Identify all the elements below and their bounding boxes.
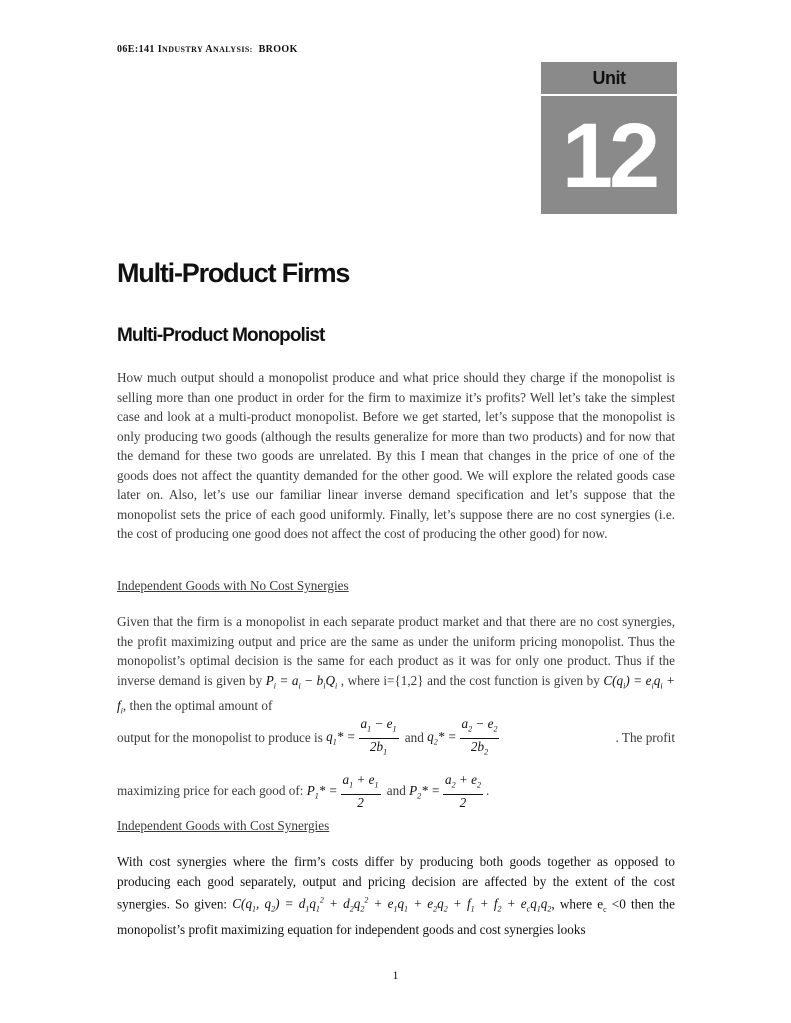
- q2-equation: $q_2*$ =: [427, 729, 457, 747]
- page-number: 1: [392, 968, 399, 982]
- author-name: BROOK: [258, 44, 298, 55]
- q1-fraction: $\frac{a_1 - e_1}{2b_1}$: [360, 716, 397, 757]
- section1-paragraph: Given that the firm is a monopolist in each separate product market and that there are no cost synergies, the profit maximizing output and price are the same as under the uniform pricing monopolist. Thus the monopolist’s optimal decision is the same for each product as it was for only one product. Thus if the inverse demand is given by $P_i = a_i - b_iQ_i$ , where i={1,2} and the cost function is given by $C(q_i) = e_iq_i + f_i$, then the optimal amount of: [117, 614, 676, 716]
- unit-badge: [541, 62, 677, 214]
- section1-heading: Independent Goods with No Cost Synergies: [117, 578, 349, 593]
- p2-equation: $P_2*$ =: [409, 782, 440, 801]
- inverse-demand-equation: $P_i = a_i - b_iQ_i$: [265, 672, 338, 691]
- p1-fraction: $\frac{a_1 + e_1}{2}$: [342, 772, 379, 810]
- section2-heading: Independent Goods with Cost Synergies: [117, 818, 330, 833]
- section2-paragraph: With cost synergies where the firm’s costs differ by producing both goods together as opposed to producing each good separately, output and pricing decision are affected by the extent of the cost synergies. So given: $C(q_1$, $q_2) = d_1q_1^2 + d_2q_2^2 + e_1q_1 + e_2q_2 + f_1 + f_2 + e_cq_1q_2$, where $e_c <0$ then the monopolist’s profit maximizing equation for independent goods and cost synergies looks: [117, 854, 675, 937]
- optimal-price-line: maximizing price for each good of: $P_1*$ = $\frac{a_1 + e_1}{2}$ and $P_2*$ = $\frac{a_2 + e_2}{2}$ .: [117, 772, 490, 810]
- section-title: Multi-Product Monopolist: [117, 325, 325, 346]
- cost-function-equation: $C(q_i) = e_iq_i + f_i$: [117, 672, 676, 716]
- intro-paragraph: How much output should a monopolist produce and what price should they charge if the monopolist is selling more than one product in order for the firm to maximize it’s profits? Well let’s take the simplest case and look at a multi-product monopolist. Before we get started, let’s suppose that the monopolist is only producing two goods (although the results generalize for more than two products) and for now that the demand for these two goods are unrelated. By this I mean that changes in the price of one of the goods does not affect the quantity demanded for the other good. We will explore the related goods case later on. Also, let’s use our familiar linear inverse demand specification and let’s suppose that the monopolist sets the price of each good uniformly. Finally, let’s suppose there are no cost synergies (i.e. the cost of producing one good does not affect the cost of producing the other good) for now.: [117, 370, 675, 541]
- q2-fraction: $\frac{a_2 - e_2}{2b_2}$: [461, 716, 498, 757]
- p2-fraction: $\frac{a_2 + e_2}{2}$: [445, 772, 481, 810]
- unit-label: Unit: [541, 62, 677, 96]
- course-code: 06E:141: [117, 44, 155, 55]
- running-header: [117, 44, 298, 55]
- optimal-output-line: output for the monopolist to produce is $q_1*$ = $\frac{a_1 - e_1}{2b_1}$ and $q_2*$ = $\frac{a_2 - e_2}{2b_2}$ . The profit: [117, 716, 675, 760]
- p1-equation: $P_1*$ =: [306, 782, 338, 801]
- q1-equation: $q_1*$ =: [326, 729, 356, 747]
- course-title: INDUSTRY ANALYSIS:: [157, 44, 253, 55]
- chapter-title: Multi-Product Firms: [117, 258, 350, 288]
- synergy-cost-equation: $C(q_1$, $q_2) = d_1q_1^2 + d_2q_2^2 + e_1q_1 + e_2q_2 + f_1 + f_2 + e_cq_1q_2$: [232, 896, 552, 915]
- unit-number: 12: [561, 105, 657, 207]
